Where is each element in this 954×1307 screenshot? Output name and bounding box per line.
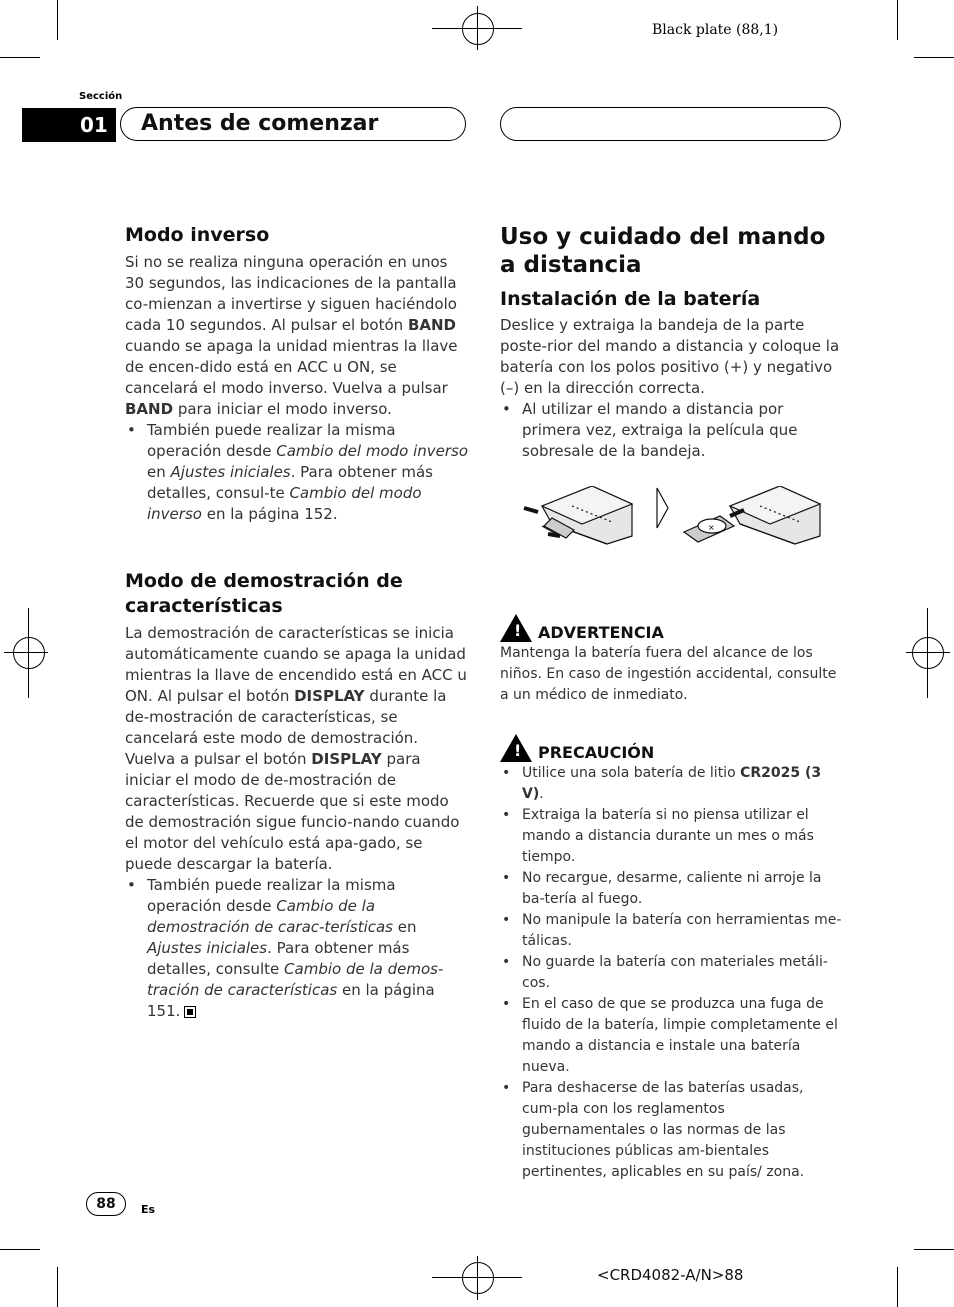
caution-item: • No manipule la batería con herramientas me-tálicas. (500, 910, 842, 952)
text-bold: BAND (125, 400, 174, 418)
text-bold: DISPLAY (294, 687, 365, 705)
text-italic: Cambio de la demos-tración de características (147, 960, 444, 999)
paragraph-install: Deslice y extraiga la bandeja de la parte poste-rior del mando a distancia y coloque la batería con los polos positivo (+) y negativo (–) en la dirección correcta. (500, 316, 840, 397)
text: en (147, 463, 171, 481)
text: . Para obtener más detalles, consulte (147, 939, 410, 978)
text-italic: Ajustes iniciales (170, 463, 291, 481)
page-number: 88 (86, 1192, 126, 1216)
text: en la página 152. (201, 505, 338, 523)
text-italic: Cambio del modo inverso (276, 442, 469, 460)
text: para iniciar el modo de de-mostración de características. Recuerde que si este modo de demostración sigue funcio-nando cuando el motor del vehículo está apa-gado, se puede descargar la batería. (125, 750, 460, 873)
end-mark-icon (184, 1006, 196, 1018)
document-code: <CRD4082-A/N>88 (597, 1266, 744, 1284)
bullet-demo (125, 875, 469, 1022)
caution-triangle-icon: ! (500, 734, 532, 762)
caution-item: • En el caso de que se produzca una fuga de fluido de la batería, limpie completamente el mando a distancia e instale una batería nueva. (500, 994, 842, 1078)
left-column (125, 223, 469, 1022)
crop-mark (57, 1267, 58, 1307)
warning-text: Mantenga la batería fuera del alcance de los niños. En caso de ingestión accidental, consulte a un médico de inmediato. (500, 645, 837, 703)
text: . (539, 786, 544, 802)
text-italic: Cambio del modo inverso (147, 484, 422, 523)
registration-mark (462, 13, 494, 45)
heading-demo: Modo de demostración de características (125, 570, 403, 617)
text: durante la de-mostración de características, se cancelará este modo de demostración. Vuelva a pulsar el botón (125, 687, 447, 768)
section-title-blank (500, 107, 841, 141)
caution-heading (500, 732, 842, 763)
text: . Para obtener más detalles, consul-te (147, 463, 433, 502)
registration-mark (462, 1262, 494, 1294)
text-bold: BAND (407, 316, 456, 334)
crop-mark (897, 1267, 898, 1307)
text: cuando se apaga la unidad mientras la llave de encen-dido está en ACC u ON, se cancelará el modo inverso. Vuelva a pulsar (125, 337, 458, 397)
bullet-modo-inverso (125, 420, 469, 525)
text-italic: Ajustes iniciales (147, 939, 268, 957)
bullet-install: • Al utilizar el mando a distancia por primera vez, extraiga la película que sobresale de la bandeja. (500, 399, 842, 462)
text-bold: DISPLAY (311, 750, 382, 768)
text: para iniciar el modo inverso. (173, 400, 392, 418)
caution-item: • No recargue, desarme, caliente ni arroje la ba-tería al fuego. (500, 868, 842, 910)
svg-text:×: × (708, 523, 715, 532)
text: También puede realizar la misma operación desde (147, 876, 396, 915)
caution-item: • No guarde la batería con materiales metáli-cos. (500, 952, 842, 994)
crop-mark (914, 57, 954, 58)
text: en (393, 918, 417, 936)
heading-modo-inverso: Modo inverso (125, 224, 270, 246)
language-code: Es (141, 1203, 156, 1216)
registration-mark (13, 637, 45, 669)
text: Utilice una sola batería de litio (522, 765, 741, 781)
text: en la página 151. (147, 981, 435, 1020)
heading-install: Instalación de la batería (500, 288, 761, 310)
text: Si no se realiza ninguna operación en unos 30 segundos, las indicaciones de la pantalla co-mienzan a invertirse y siguen haciéndolo cada 10 segundos. Al pulsar el botón (125, 253, 457, 334)
section-number: 01 (22, 108, 116, 142)
paragraph-modo-inverso (125, 252, 469, 420)
caution-item: • Extraiga la batería si no piensa utilizar el mando a distancia durante un mes o más tiempo. (500, 805, 842, 868)
caution-item: • Para deshacerse de las baterías usadas, cum-pla con los reglamentos gubernamentales o las normas de las instituciones públicas am-bientales pertinentes, aplicables en su país/ zona. (500, 1078, 842, 1183)
paragraph-demo (125, 623, 469, 875)
text: La demostración de características se inicia automáticamente cuando se apaga la unidad mientras la llave de encendido está en ACC u ON. Al pulsar el botón (125, 624, 467, 705)
text-bold: CR2025 (3 V) (522, 765, 822, 802)
warning-title: ADVERTENCIA (538, 623, 664, 642)
caution-title: PRECAUCIÓN (538, 743, 655, 762)
crop-mark (897, 0, 898, 40)
text: También puede realizar la misma operación desde (147, 421, 396, 460)
battery-install-illustration (512, 486, 842, 578)
heading-remote: Uso y cuidado del mando a distancia (500, 224, 826, 278)
plate-label: Black plate (88,1) (652, 22, 779, 38)
caution-item (500, 763, 842, 805)
text-italic: Cambio de la demostración de carac-terísticas (147, 897, 393, 936)
crop-mark (57, 0, 58, 40)
section-label: Sección (79, 91, 123, 102)
caution-block (500, 732, 842, 1183)
crop-mark (0, 57, 40, 58)
registration-mark (912, 637, 944, 669)
warning-block (500, 612, 842, 706)
crop-mark (0, 1249, 40, 1250)
section-title: Antes de comenzar (120, 107, 466, 141)
crop-mark (914, 1249, 954, 1250)
right-column (500, 223, 842, 1183)
warning-triangle-icon: ! (500, 614, 532, 642)
warning-heading (500, 612, 842, 643)
